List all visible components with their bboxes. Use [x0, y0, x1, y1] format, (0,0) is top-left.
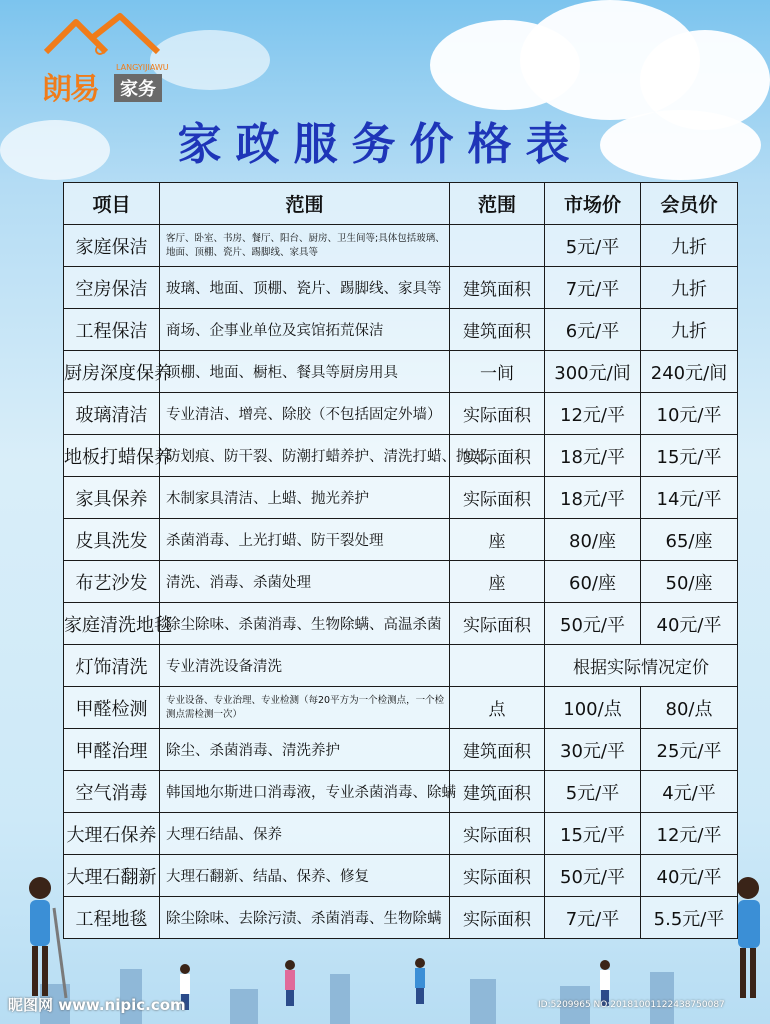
cell-area: 建筑面积	[450, 309, 545, 351]
cell-market-price: 12元/平	[545, 393, 641, 435]
cell-member-price: 40元/平	[641, 603, 738, 645]
table-header-row	[64, 183, 738, 225]
cell-market-price: 50元/平	[545, 855, 641, 897]
cell-scope: 客厅、卧室、书房、餐厅、阳台、厨房、卫生间等;具体包括玻璃、地面、顶棚、瓷片、踢脚线、家具等	[160, 225, 450, 267]
table-row	[64, 687, 738, 729]
cell-scope: 专业清洁、增亮、除胶（不包括固定外墙）	[160, 393, 450, 435]
header-item: 项目	[64, 183, 160, 225]
table-row	[64, 267, 738, 309]
page-title: 家政服务价格表	[177, 119, 584, 170]
cell-area: 建筑面积	[450, 771, 545, 813]
city-silhouette	[650, 972, 674, 1024]
cell-member-price: 九折	[641, 225, 738, 267]
table-row	[64, 645, 738, 687]
cell-member-price: 10元/平	[641, 393, 738, 435]
table-row	[64, 855, 738, 897]
cell-member-price: 九折	[641, 309, 738, 351]
cell-item: 工程保洁	[64, 309, 160, 351]
brand-sub: 家务	[114, 74, 162, 102]
brand-logo	[40, 14, 180, 107]
cell-scope: 专业设备、专业治理、专业检测（每20平方为一个检测点，一个检测点需检测一次）	[160, 687, 450, 729]
cell-member-price: 12元/平	[641, 813, 738, 855]
cleaner-figure-left	[10, 868, 70, 1008]
cell-scope: 玻璃、地面、顶棚、瓷片、踢脚线、家具等	[160, 267, 450, 309]
header-scope: 范围	[160, 183, 450, 225]
table-row	[64, 771, 738, 813]
cell-market-price: 7元/平	[545, 897, 641, 939]
city-silhouette	[470, 979, 496, 1024]
table-row	[64, 435, 738, 477]
cell-area: 实际面积	[450, 477, 545, 519]
price-table-container	[63, 182, 737, 939]
table-body	[64, 225, 738, 939]
cell-market-price: 18元/平	[545, 435, 641, 477]
watermark-id: ID:5209965 NO:20181001122438750087	[538, 1000, 725, 1010]
cell-member-price: 15元/平	[641, 435, 738, 477]
cell-item: 厨房深度保养	[64, 351, 160, 393]
header-market-price: 市场价	[545, 183, 641, 225]
cell-member-price: 80/点	[641, 687, 738, 729]
cell-item: 灯饰清洗	[64, 645, 160, 687]
cell-scope: 韩国地尔斯进口消毒液，专业杀菌消毒、除螨	[160, 771, 450, 813]
cell-item: 皮具洗发	[64, 519, 160, 561]
table-row	[64, 561, 738, 603]
cell-area	[450, 225, 545, 267]
small-figure	[280, 958, 300, 1008]
table-row	[64, 351, 738, 393]
cell-area: 建筑面积	[450, 729, 545, 771]
cell-scope: 除尘、杀菌消毒、清洗养护	[160, 729, 450, 771]
cell-area: 实际面积	[450, 393, 545, 435]
city-silhouette	[230, 989, 258, 1024]
cell-area	[450, 645, 545, 687]
cell-item: 工程地毯	[64, 897, 160, 939]
cell-item: 空气消毒	[64, 771, 160, 813]
cell-market-price: 7元/平	[545, 267, 641, 309]
cell-area: 座	[450, 519, 545, 561]
cell-member-price: 5.5元/平	[641, 897, 738, 939]
cell-area: 实际面积	[450, 435, 545, 477]
city-silhouette	[330, 974, 350, 1024]
cell-scope: 除尘除味、杀菌消毒、生物除螨、高温杀菌	[160, 603, 450, 645]
table-row	[64, 519, 738, 561]
watermark-site: 昵图网 www.nipic.com	[8, 996, 186, 1014]
table-row	[64, 603, 738, 645]
cell-member-price: 40元/平	[641, 855, 738, 897]
cell-area: 一间	[450, 351, 545, 393]
table-row	[64, 309, 738, 351]
cell-scope: 专业清洗设备清洗	[160, 645, 450, 687]
cell-scope: 大理石结晶、保养	[160, 813, 450, 855]
cell-scope: 清洗、消毒、杀菌处理	[160, 561, 450, 603]
cell-scope: 防划痕、防干裂、防潮打蜡养护、清洗打蜡、抛光	[160, 435, 450, 477]
cleaner-figure-right	[728, 870, 761, 1010]
header-area: 范围	[450, 183, 545, 225]
cell-item: 家庭清洗地毯	[64, 603, 160, 645]
cell-area: 实际面积	[450, 603, 545, 645]
cell-member-price: 50/座	[641, 561, 738, 603]
cell-member-price: 25元/平	[641, 729, 738, 771]
cell-member-price: 65/座	[641, 519, 738, 561]
cell-market-price: 30元/平	[545, 729, 641, 771]
cell-area: 实际面积	[450, 855, 545, 897]
cell-scope: 除尘除味、去除污渍、杀菌消毒、生物除螨	[160, 897, 450, 939]
cell-market-price: 60/座	[545, 561, 641, 603]
cell-market-price: 5元/平	[545, 225, 641, 267]
cell-market-price: 50元/平	[545, 603, 641, 645]
cell-member-price: 4元/平	[641, 771, 738, 813]
table-row	[64, 393, 738, 435]
small-figure	[410, 956, 430, 1006]
cell-area: 建筑面积	[450, 267, 545, 309]
cell-item: 家庭保洁	[64, 225, 160, 267]
cell-scope: 杀菌消毒、上光打蜡、防干裂处理	[160, 519, 450, 561]
cell-scope: 顶棚、地面、橱柜、餐具等厨房用具	[160, 351, 450, 393]
cell-item: 甲醛治理	[64, 729, 160, 771]
cell-market-price: 300元/间	[545, 351, 641, 393]
table-row	[64, 813, 738, 855]
table-row	[64, 897, 738, 939]
cell-item: 地板打蜡保养	[64, 435, 160, 477]
table-row	[64, 225, 738, 267]
cell-market-price: 80/座	[545, 519, 641, 561]
cell-scope: 商场、企事业单位及宾馆拓荒保洁	[160, 309, 450, 351]
price-table	[63, 182, 738, 939]
cell-market-price: 100/点	[545, 687, 641, 729]
cell-item: 家具保养	[64, 477, 160, 519]
cell-area: 实际面积	[450, 897, 545, 939]
brand-name: 朗易	[42, 72, 98, 107]
table-row	[64, 729, 738, 771]
cell-market-price: 6元/平	[545, 309, 641, 351]
cell-item: 大理石翻新	[64, 855, 160, 897]
table-row	[64, 477, 738, 519]
cell-market-price: 5元/平	[545, 771, 641, 813]
cell-member-price: 14元/平	[641, 477, 738, 519]
cell-scope: 木制家具清洁、上蜡、抛光养护	[160, 477, 450, 519]
cell-area: 实际面积	[450, 813, 545, 855]
cell-market-price: 18元/平	[545, 477, 641, 519]
cell-market-price: 15元/平	[545, 813, 641, 855]
cell-item: 空房保洁	[64, 267, 160, 309]
cell-member-price: 240元/间	[641, 351, 738, 393]
header-member-price: 会员价	[641, 183, 738, 225]
cell-area: 点	[450, 687, 545, 729]
cell-item: 布艺沙发	[64, 561, 160, 603]
cell-item: 大理石保养	[64, 813, 160, 855]
cell-item: 玻璃清洁	[64, 393, 160, 435]
cell-member-price: 九折	[641, 267, 738, 309]
brand-en: LANGYIJIAWU	[116, 63, 169, 72]
cell-merged-price: 根据实际情况定价	[545, 645, 738, 687]
cell-area: 座	[450, 561, 545, 603]
cell-item: 甲醛检测	[64, 687, 160, 729]
cell-scope: 大理石翻新、结晶、保养、修复	[160, 855, 450, 897]
